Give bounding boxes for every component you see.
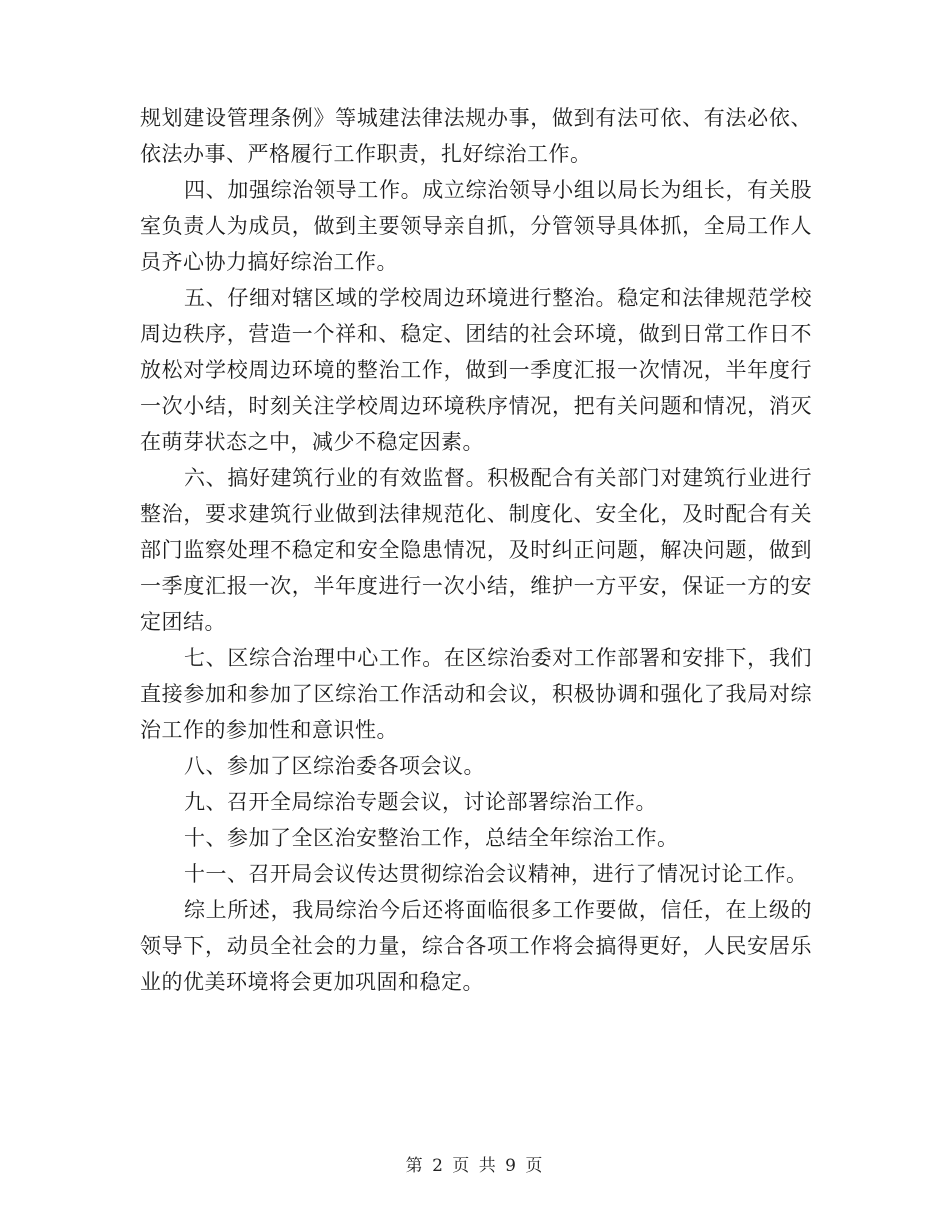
paragraph-item-7: 七、区综合治理中心工作。在区综治委对工作部署和安排下，我们直接参加和参加了区综治工作活动和会议，积极协调和强化了我局对综治工作的参加性和意识性。 — [140, 646, 812, 742]
paragraph-item-5: 五、仔细对辖区域的学校周边环境进行整治。稳定和法律规范学校周边秩序，营造一个祥和、稳定、团结的社会环境，做到日常工作日不放松对学校周边环境的整治工作，做到一季度汇报一次情况，半年度行一次小结，时刻关注学校周边环境秩序情况，把有关问题和情况，消灭在萌芽状态之中，减少不稳定因素。 — [140, 286, 812, 454]
paragraph-item-9: 九、召开全局综治专题会议，讨论部署综治工作。 — [184, 790, 657, 814]
paragraph-summary: 综上所述，我局综治今后还将面临很多工作要做，信任，在上级的领导下，动员全社会的力量，综合各项工作将会搞得更好，人民安居乐业的优美环境将会更加巩固和稳定。 — [140, 898, 812, 994]
paragraph-item-4: 四、加强综治领导工作。成立综治领导小组以局长为组长，有关股室负责人为成员，做到主要领导亲自抓，分管领导具体抓，全局工作人员齐心协力搞好综治工作。 — [140, 178, 812, 274]
paragraph-item-8: 八、参加了区综治委各项会议。 — [184, 754, 485, 778]
paragraph-item-11: 十一、召开局会议传达贯彻综治会议精神，进行了情况讨论工作。 — [184, 862, 808, 886]
paragraph-continuation: 规划建设管理条例》等城建法律法规办事，做到有法可依、有法必依、依法办事、严格履行工作职责，扎好综治工作。 — [140, 106, 812, 166]
document-body — [140, 100, 812, 1000]
page-number-footer: 第 2 页 共 9 页 — [405, 1156, 545, 1176]
paragraph-item-6: 六、搞好建筑行业的有效监督。积极配合有关部门对建筑行业进行整治，要求建筑行业做到法律规范化、制度化、安全化，及时配合有关部门监察处理不稳定和安全隐患情况，及时纠正问题，解决问题，做到一季度汇报一次，半年度进行一次小结，维护一方平安，保证一方的安定团结。 — [140, 466, 812, 634]
paragraph-item-10: 十、参加了全区治安整治工作，总结全年综治工作。 — [184, 826, 679, 850]
